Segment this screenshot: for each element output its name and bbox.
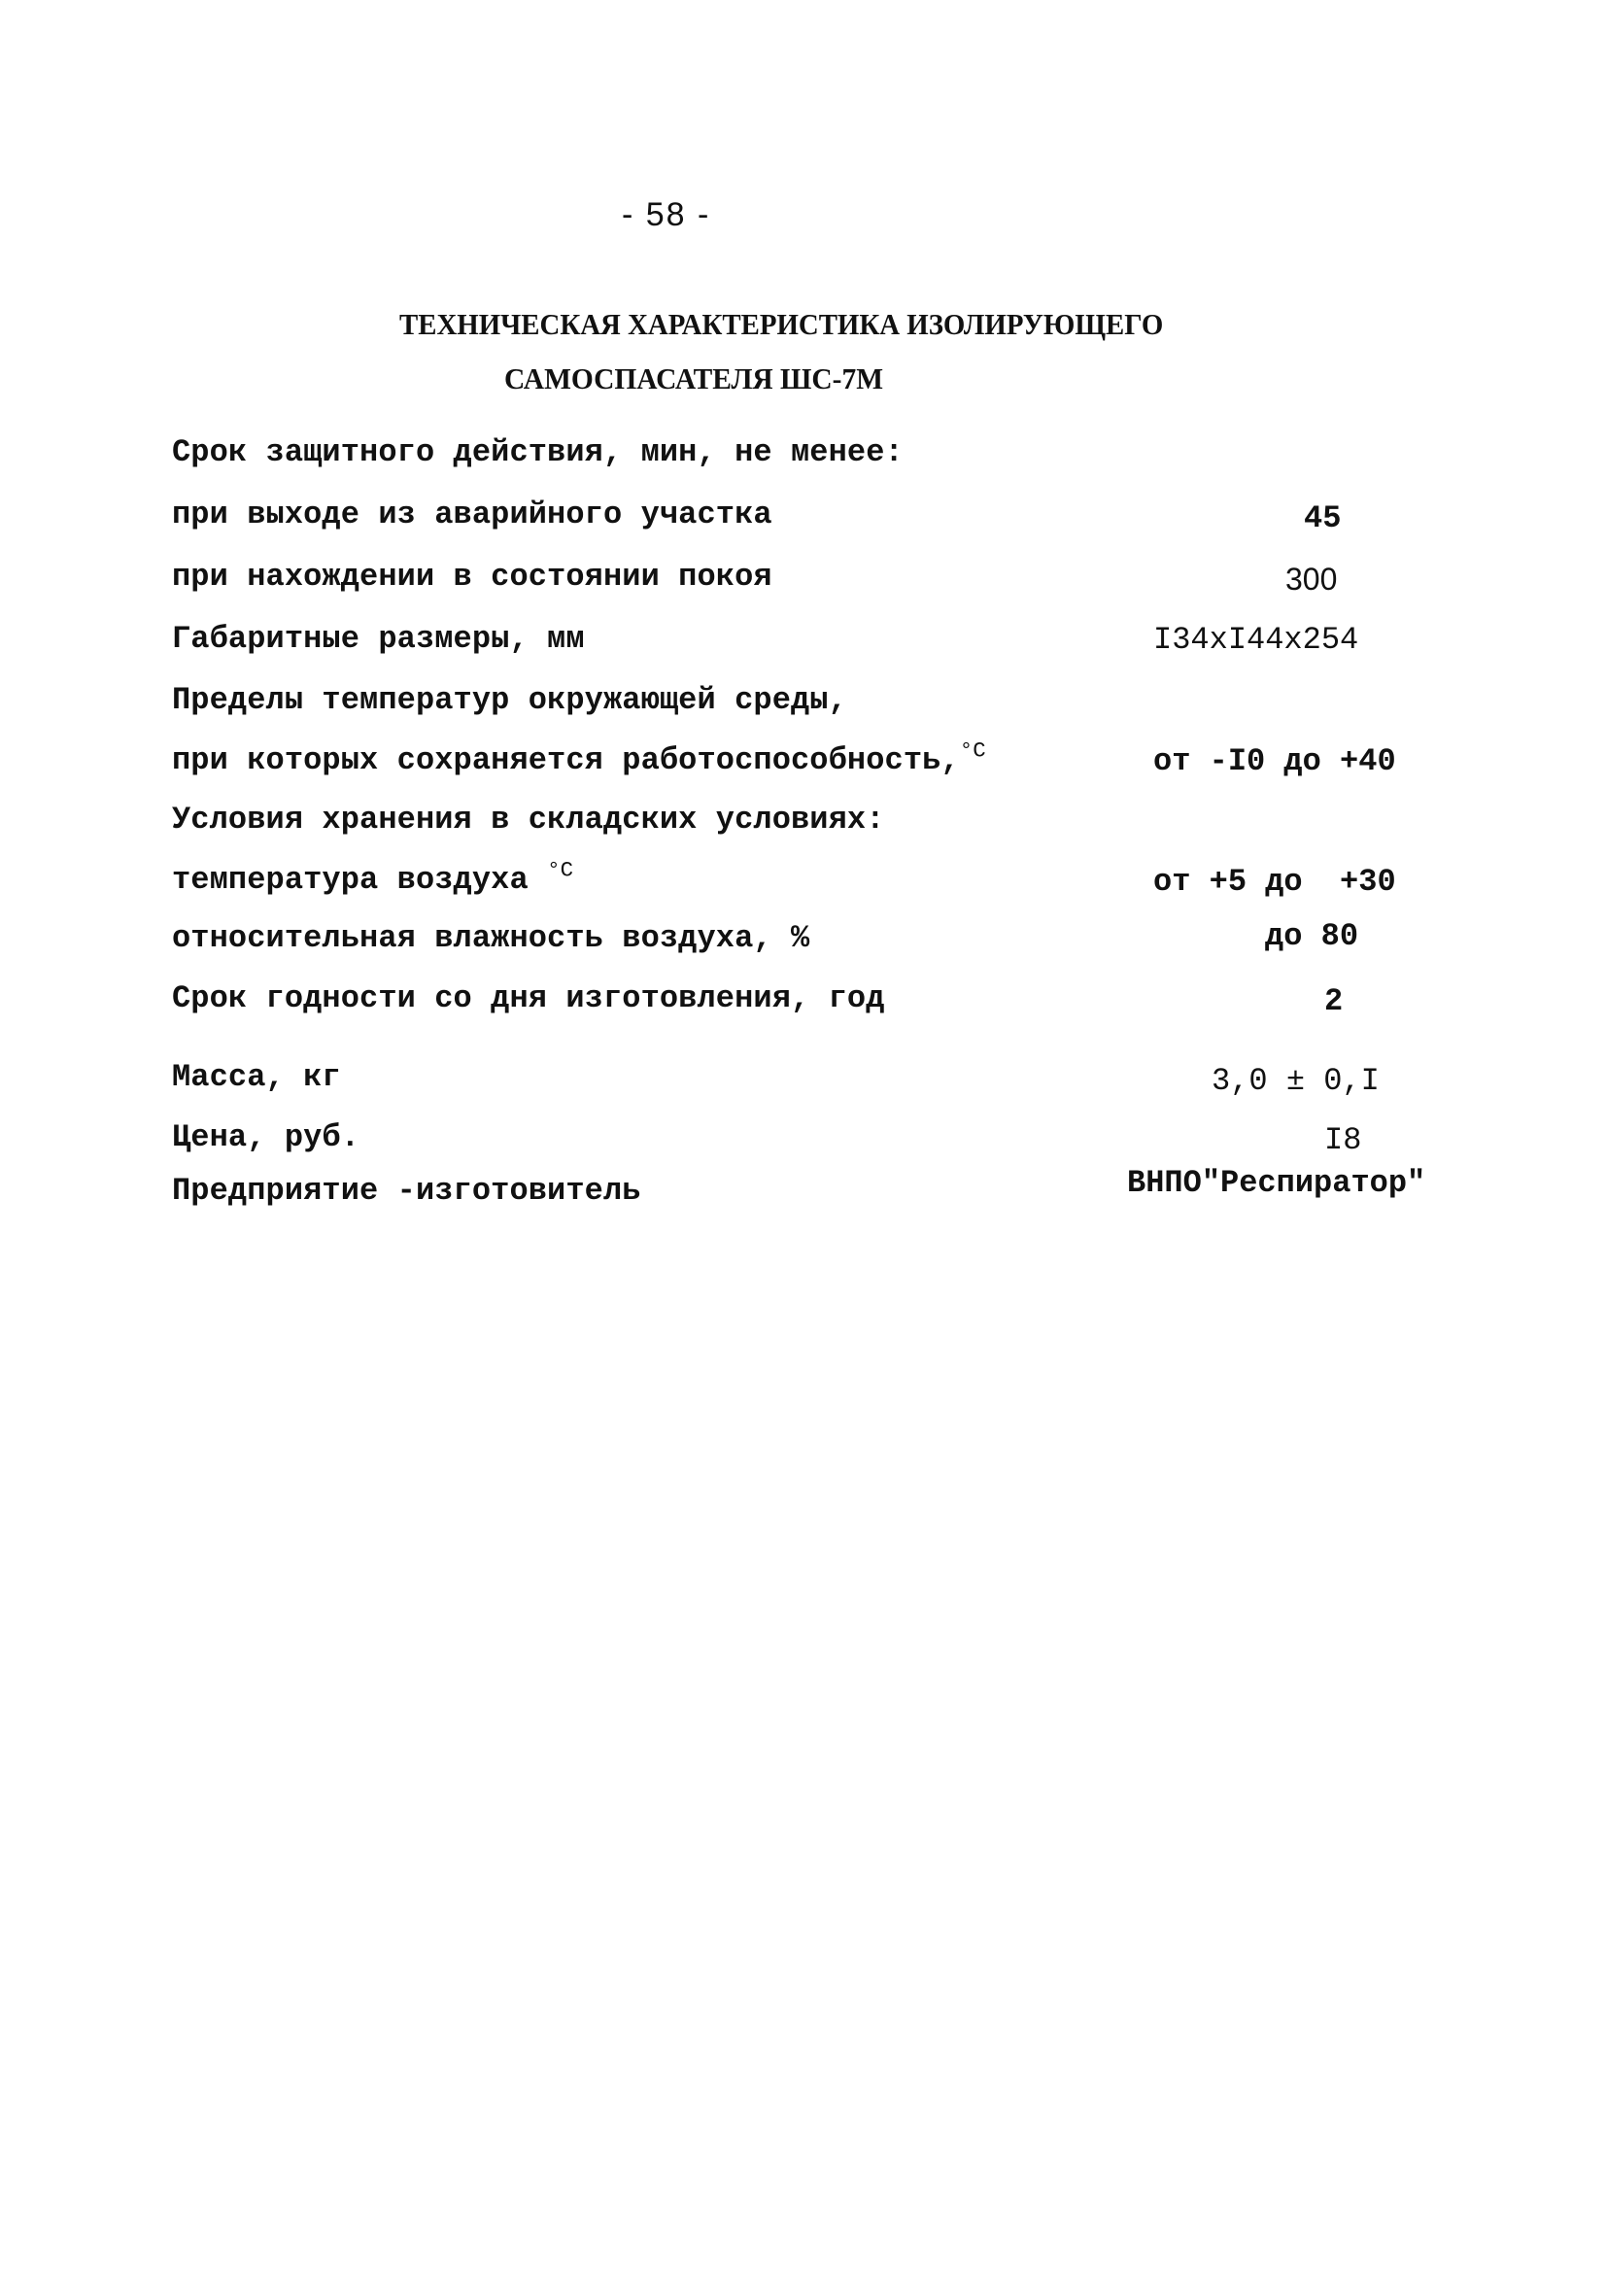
spec-label-manufacturer: Предприятие -изготовитель (172, 1173, 641, 1209)
spec-label-operational-temp (172, 737, 986, 778)
spec-label-shelf-life: Срок годности со дня изготовления, год (172, 980, 885, 1016)
spec-value-price: I8 (1324, 1122, 1362, 1158)
spec-value-exit-emergency: 45 (1304, 500, 1342, 536)
page-number: - 58 - (622, 196, 711, 233)
spec-label-air-temp (172, 857, 574, 898)
degree-celsius-unit: °С (959, 737, 986, 764)
spec-value-mass: 3,0 ± 0,I (1212, 1063, 1380, 1099)
spec-label-humidity: относительная влажность воздуха, % (172, 920, 810, 956)
spec-value-operational-temp: от -I0 до +40 (1153, 743, 1396, 779)
spec-label-protection-time: Срок защитного действия, мин, не менее: (172, 434, 904, 470)
document-title-line-2: САМОСПАСАТЕЛЯ ШС-7М (504, 361, 884, 395)
spec-value-manufacturer: ВНПО"Респиратор" (1127, 1165, 1426, 1201)
spec-label-storage-conditions: Условия хранения в складских условиях: (172, 802, 885, 838)
degree-celsius-unit: °С (547, 857, 574, 883)
spec-label-temp-limits: Пределы температур окружающей среды, (172, 682, 847, 718)
spec-label-air-temp-text: температура воздуха (172, 862, 548, 898)
spec-value-air-temp: от +5 до +30 (1153, 864, 1396, 900)
spec-label-price: Цена, руб. (172, 1119, 360, 1155)
spec-value-humidity: до 80 (1265, 918, 1359, 954)
spec-label-exit-emergency: при выходе из аварийного участка (172, 497, 772, 532)
spec-label-operational-temp-text: при которых сохраняется работоспособность, (172, 742, 960, 778)
spec-label-mass: Масса, кг (172, 1059, 341, 1095)
spec-label-dimensions: Габаритные размеры, мм (172, 621, 585, 657)
document-title-line-1: ТЕХНИЧЕСКАЯ ХАРАКТЕРИСТИКА ИЗОЛИРУЮЩЕГО (399, 307, 1164, 341)
spec-label-rest-state: при нахождении в состоянии покоя (172, 559, 772, 595)
spec-value-rest-state: 300 (1285, 562, 1338, 597)
spec-value-shelf-life: 2 (1324, 983, 1344, 1019)
spec-value-dimensions: I34xI44x254 (1153, 622, 1359, 658)
